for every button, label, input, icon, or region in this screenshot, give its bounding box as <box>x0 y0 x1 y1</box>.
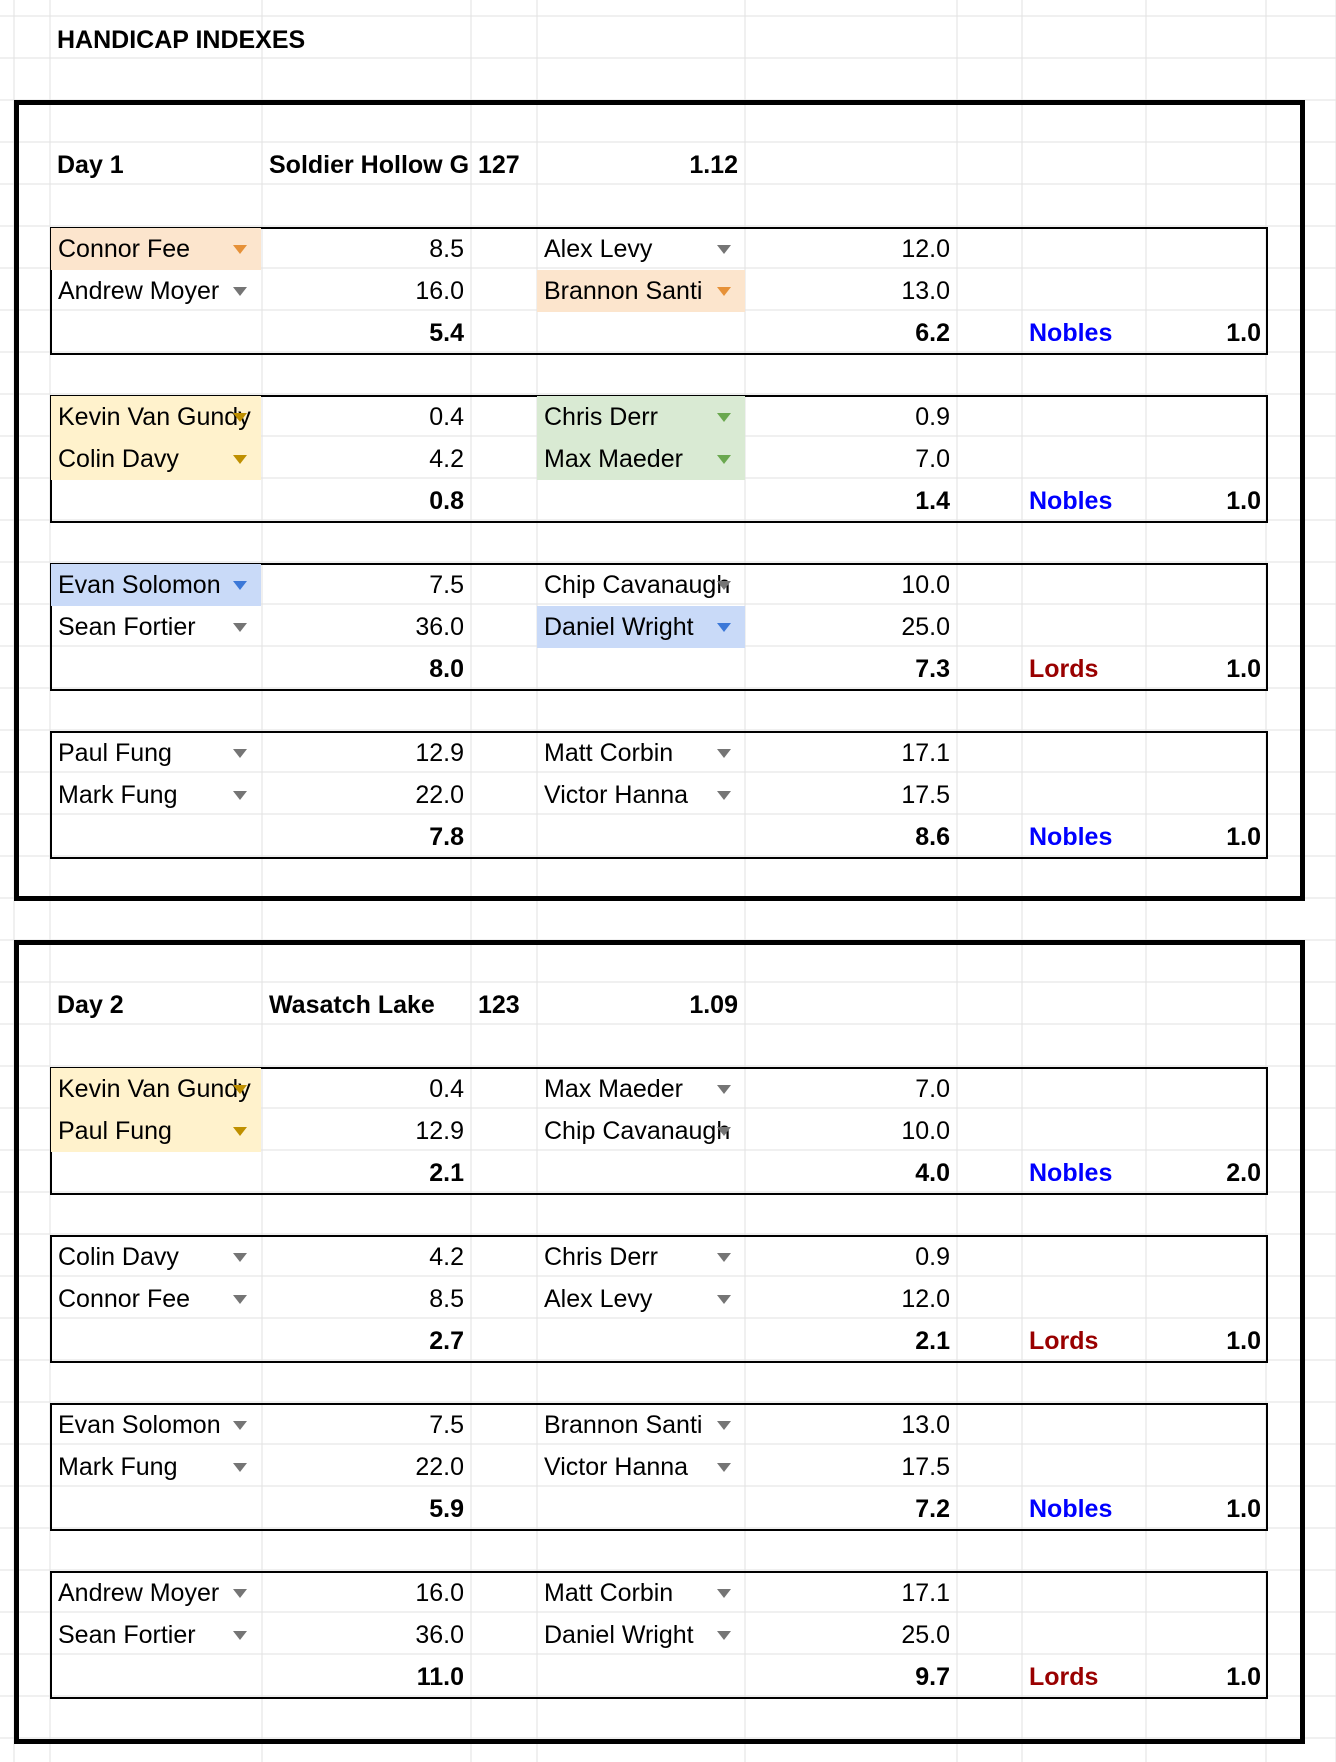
player-dropdown[interactable] <box>537 606 745 648</box>
player-dropdown[interactable] <box>51 396 261 438</box>
dropdown-arrow-icon[interactable] <box>717 455 731 464</box>
player-name: Matt Corbin <box>544 1578 674 1607</box>
player-dropdown[interactable] <box>51 1068 261 1110</box>
player-handicap: 10.0 <box>901 1116 950 1145</box>
dropdown-arrow-icon[interactable] <box>717 791 731 800</box>
player-name: Colin Davy <box>58 1242 179 1271</box>
player-dropdown[interactable] <box>51 1404 261 1446</box>
winning-team: Lords <box>1029 1326 1099 1355</box>
player-dropdown[interactable] <box>537 1236 745 1278</box>
player-handicap: 25.0 <box>901 1620 950 1649</box>
dropdown-arrow-icon[interactable] <box>717 581 731 590</box>
winning-team: Nobles <box>1029 1158 1113 1187</box>
player-handicap: 16.0 <box>415 1578 464 1607</box>
player-name: Connor Fee <box>58 234 191 263</box>
player-name: Max Maeder <box>544 1074 683 1103</box>
player-dropdown[interactable] <box>51 606 261 648</box>
player-dropdown[interactable] <box>537 270 745 312</box>
player-handicap: 12.0 <box>901 1284 950 1313</box>
player-handicap: 0.9 <box>915 402 950 431</box>
team-total: 5.9 <box>429 1494 464 1523</box>
dropdown-arrow-icon[interactable] <box>717 1127 731 1136</box>
team-total: 2.1 <box>915 1326 950 1355</box>
player-handicap: 25.0 <box>901 612 950 641</box>
course-name: Soldier Hollow G <box>269 150 470 179</box>
course-name: Wasatch Lake <box>269 990 435 1019</box>
player-dropdown[interactable] <box>537 1446 745 1488</box>
player-handicap: 17.5 <box>901 780 950 809</box>
player-handicap: 36.0 <box>415 612 464 641</box>
player-handicap: 13.0 <box>901 1410 950 1439</box>
player-dropdown[interactable] <box>537 1278 745 1320</box>
player-name: Chris Derr <box>544 402 658 431</box>
team-total: 4.0 <box>915 1158 950 1187</box>
dropdown-arrow-icon[interactable] <box>233 455 247 464</box>
winning-team: Lords <box>1029 654 1099 683</box>
dropdown-arrow-icon[interactable] <box>233 245 247 254</box>
player-name: Matt Corbin <box>544 738 674 767</box>
player-name: Chris Derr <box>544 1242 658 1271</box>
player-name: Paul Fung <box>58 738 172 767</box>
team-total: 9.7 <box>915 1662 950 1691</box>
dropdown-arrow-icon[interactable] <box>717 749 731 758</box>
player-handicap: 0.9 <box>915 1242 950 1271</box>
player-name: Victor Hanna <box>544 780 689 809</box>
team-total: 1.4 <box>915 486 950 515</box>
team-total: 7.8 <box>429 822 464 851</box>
player-name: Evan Solomon <box>58 570 221 599</box>
player-handicap: 13.0 <box>901 276 950 305</box>
course-slope: 123 <box>478 990 520 1019</box>
player-dropdown[interactable] <box>537 1614 745 1656</box>
player-dropdown[interactable] <box>537 564 745 606</box>
player-name: Chip Cavanaugh <box>544 570 731 599</box>
team-total: 5.4 <box>429 318 464 347</box>
player-dropdown[interactable] <box>537 1068 745 1110</box>
player-name: Daniel Wright <box>544 1620 694 1649</box>
team-total: 7.2 <box>915 1494 950 1523</box>
dropdown-arrow-icon[interactable] <box>717 623 731 632</box>
player-handicap: 17.1 <box>901 1578 950 1607</box>
player-handicap: 12.0 <box>901 234 950 263</box>
player-handicap: 22.0 <box>415 780 464 809</box>
player-dropdown[interactable] <box>51 1278 261 1320</box>
dropdown-arrow-icon[interactable] <box>233 1463 247 1472</box>
player-dropdown[interactable] <box>51 270 261 312</box>
player-name: Paul Fung <box>58 1116 172 1145</box>
day-label: Day 2 <box>57 990 124 1019</box>
dropdown-arrow-icon[interactable] <box>233 791 247 800</box>
dropdown-arrow-icon[interactable] <box>717 1463 731 1472</box>
dropdown-arrow-icon[interactable] <box>233 749 247 758</box>
player-dropdown[interactable] <box>51 774 261 816</box>
dropdown-arrow-icon[interactable] <box>233 287 247 296</box>
player-dropdown[interactable] <box>537 774 745 816</box>
dropdown-arrow-icon[interactable] <box>717 1421 731 1430</box>
player-dropdown[interactable] <box>51 1446 261 1488</box>
dropdown-arrow-icon[interactable] <box>233 1421 247 1430</box>
player-handicap: 10.0 <box>901 570 950 599</box>
dropdown-arrow-icon[interactable] <box>717 413 731 422</box>
player-dropdown[interactable] <box>537 1110 745 1152</box>
player-name: Max Maeder <box>544 444 683 473</box>
course-factor: 1.12 <box>689 150 738 179</box>
winning-team: Nobles <box>1029 1494 1113 1523</box>
match-points: 1.0 <box>1226 1326 1261 1355</box>
dropdown-arrow-icon[interactable] <box>233 1127 247 1136</box>
player-name: Alex Levy <box>544 234 653 263</box>
player-name: Colin Davy <box>58 444 179 473</box>
player-dropdown[interactable] <box>51 1110 261 1152</box>
winning-team: Nobles <box>1029 486 1113 515</box>
winning-team: Nobles <box>1029 822 1113 851</box>
dropdown-arrow-icon[interactable] <box>233 623 247 632</box>
match-points: 1.0 <box>1226 654 1261 683</box>
dropdown-arrow-icon[interactable] <box>717 287 731 296</box>
team-total: 8.0 <box>429 654 464 683</box>
player-handicap: 12.9 <box>415 1116 464 1145</box>
player-dropdown[interactable] <box>51 1614 261 1656</box>
player-handicap: 17.1 <box>901 738 950 767</box>
winning-team: Lords <box>1029 1662 1099 1691</box>
player-name: Chip Cavanaugh <box>544 1116 731 1145</box>
player-dropdown[interactable] <box>51 228 261 270</box>
team-total: 7.3 <box>915 654 950 683</box>
match-points: 1.0 <box>1226 1494 1261 1523</box>
course-slope: 127 <box>478 150 520 179</box>
dropdown-arrow-icon[interactable] <box>717 245 731 254</box>
sheet-title: HANDICAP INDEXES <box>57 25 306 54</box>
team-total: 8.6 <box>915 822 950 851</box>
player-name: Brannon Santi <box>544 276 703 305</box>
match-points: 1.0 <box>1226 486 1261 515</box>
player-handicap: 12.9 <box>415 738 464 767</box>
player-handicap: 17.5 <box>901 1452 950 1481</box>
dropdown-arrow-icon[interactable] <box>233 1253 247 1262</box>
player-dropdown[interactable] <box>51 1572 261 1614</box>
player-dropdown[interactable] <box>51 564 261 606</box>
match-points: 1.0 <box>1226 318 1261 347</box>
player-dropdown[interactable] <box>537 1404 745 1446</box>
player-handicap: 0.4 <box>429 402 464 431</box>
player-dropdown[interactable] <box>537 438 745 480</box>
team-total: 2.7 <box>429 1326 464 1355</box>
player-handicap: 7.0 <box>915 444 950 473</box>
player-name: Mark Fung <box>58 1452 178 1481</box>
player-dropdown[interactable] <box>51 732 261 774</box>
player-name: Daniel Wright <box>544 612 694 641</box>
dropdown-arrow-icon[interactable] <box>233 1295 247 1304</box>
match-points: 1.0 <box>1226 822 1261 851</box>
player-name: Brannon Santi <box>544 1410 703 1439</box>
player-handicap: 7.5 <box>429 570 464 599</box>
player-name: Andrew Moyer <box>58 276 220 305</box>
team-total: 11.0 <box>416 1662 464 1691</box>
dropdown-arrow-icon[interactable] <box>717 1253 731 1262</box>
winning-team: Nobles <box>1029 318 1113 347</box>
player-name: Sean Fortier <box>58 1620 196 1649</box>
player-dropdown[interactable] <box>537 732 745 774</box>
dropdown-arrow-icon[interactable] <box>717 1295 731 1304</box>
dropdown-arrow-icon[interactable] <box>717 1589 731 1598</box>
team-total: 2.1 <box>429 1158 464 1187</box>
player-handicap: 36.0 <box>415 1620 464 1649</box>
player-name: Sean Fortier <box>58 612 196 641</box>
dropdown-arrow-icon[interactable] <box>233 413 247 422</box>
day-label: Day 1 <box>57 150 124 179</box>
player-dropdown[interactable] <box>51 1236 261 1278</box>
team-total: 0.8 <box>429 486 464 515</box>
player-dropdown[interactable] <box>537 1572 745 1614</box>
match-points: 2.0 <box>1226 1158 1261 1187</box>
player-dropdown[interactable] <box>537 396 745 438</box>
dropdown-arrow-icon[interactable] <box>233 581 247 590</box>
player-dropdown[interactable] <box>51 438 261 480</box>
player-handicap: 4.2 <box>429 444 464 473</box>
player-name: Connor Fee <box>58 1284 191 1313</box>
player-handicap: 22.0 <box>415 1452 464 1481</box>
player-name: Victor Hanna <box>544 1452 689 1481</box>
player-handicap: 7.5 <box>429 1410 464 1439</box>
match-points: 1.0 <box>1226 1662 1261 1691</box>
player-handicap: 0.4 <box>429 1074 464 1103</box>
player-name: Alex Levy <box>544 1284 653 1313</box>
player-name: Kevin Van Gundy <box>58 1074 251 1103</box>
player-handicap: 8.5 <box>429 234 464 263</box>
player-name: Kevin Van Gundy <box>58 402 251 431</box>
player-handicap: 4.2 <box>429 1242 464 1271</box>
player-name: Andrew Moyer <box>58 1578 220 1607</box>
dropdown-arrow-icon[interactable] <box>233 1085 247 1094</box>
player-handicap: 7.0 <box>915 1074 950 1103</box>
player-name: Evan Solomon <box>58 1410 221 1439</box>
dropdown-arrow-icon[interactable] <box>717 1085 731 1094</box>
player-handicap: 16.0 <box>415 276 464 305</box>
dropdown-arrow-icon[interactable] <box>717 1631 731 1640</box>
dropdown-arrow-icon[interactable] <box>233 1589 247 1598</box>
team-total: 6.2 <box>915 318 950 347</box>
player-handicap: 8.5 <box>429 1284 464 1313</box>
dropdown-arrow-icon[interactable] <box>233 1631 247 1640</box>
player-dropdown[interactable] <box>537 228 745 270</box>
course-factor: 1.09 <box>689 990 738 1019</box>
player-name: Mark Fung <box>58 780 178 809</box>
